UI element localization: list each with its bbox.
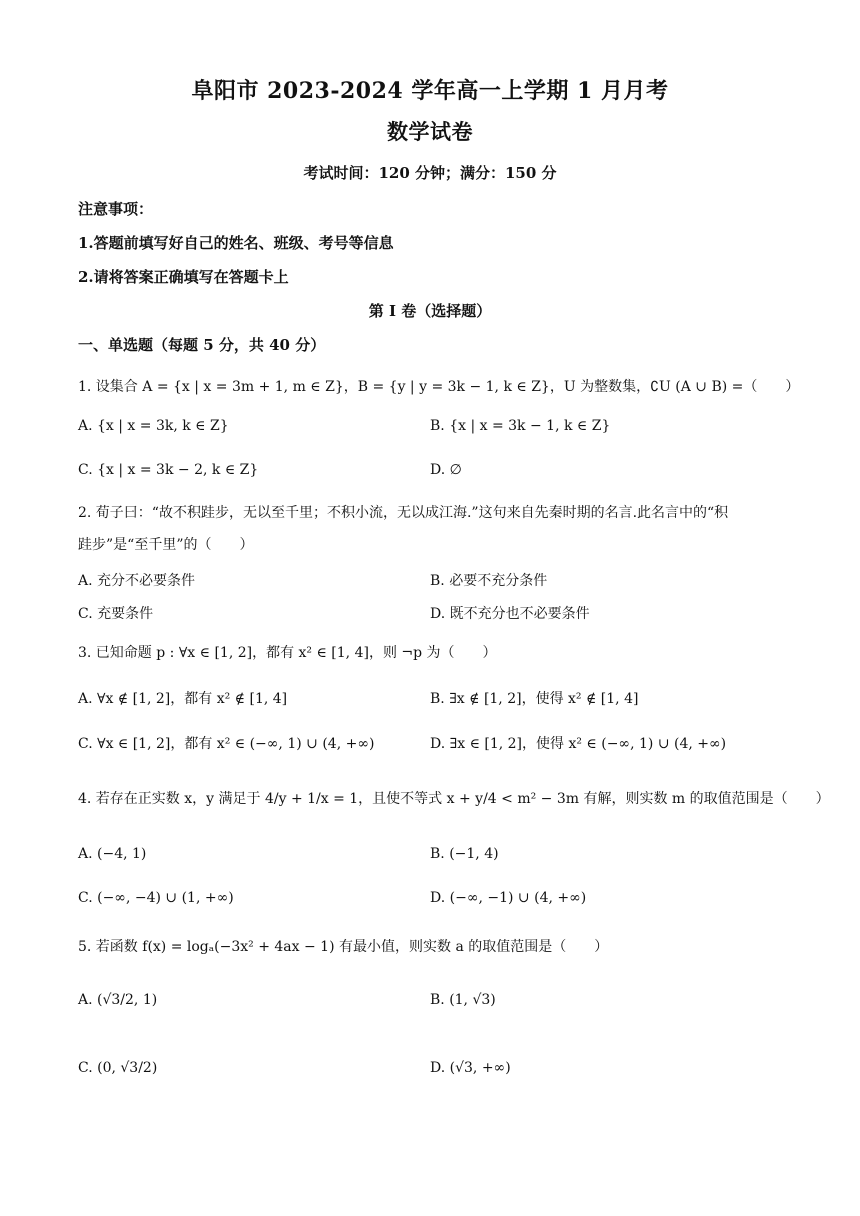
question-3-option-a: A. ∀x ∉ [1, 2]，都有 x² ∉ [1, 4] [78, 691, 288, 707]
part-title: 第 I 卷（选择题） [368, 302, 492, 320]
question-4-stem: 4. 若存在正实数 x，y 满足于 4/y + 1/x = 1，且使不等式 x + y/4 < m² − 3m 有解，则实数 m 的取值范围是（ ） [78, 791, 830, 807]
question-4-option-c: C. (−∞, −4) ∪ (1, +∞) [78, 890, 234, 906]
question-2-option-a: A. 充分不必要条件 [78, 573, 196, 589]
question-1-option-b: B. {x | x = 3k − 1, k ∈ Z} [430, 418, 611, 434]
question-3-option-b: B. ∃x ∉ [1, 2]，使得 x² ∉ [1, 4] [430, 691, 639, 707]
question-1-option-a: A. {x | x = 3k, k ∈ Z} [78, 418, 229, 434]
question-1-option-c: C. {x | x = 3k − 2, k ∈ Z} [78, 462, 259, 478]
question-2-option-c: C. 充要条件 [78, 606, 154, 622]
question-5-option-b: B. (1, √3) [430, 992, 496, 1008]
question-4-option-d: D. (−∞, −1) ∪ (4, +∞) [430, 890, 587, 906]
notice-item-2: 2.请将答案正确填写在答题卡上 [78, 268, 289, 286]
exam-title: 阜阳市 2023-2024 学年高一上学期 1 月月考 [191, 78, 669, 104]
question-3-option-c: C. ∀x ∈ [1, 2]，都有 x² ∈ (−∞, 1) ∪ (4, +∞) [78, 736, 375, 752]
notice-heading: 注意事项： [78, 200, 154, 218]
question-1-option-d: D. ∅ [430, 462, 462, 478]
exam-info: 考试时间：120 分钟；满分：150 分 [303, 164, 557, 182]
question-1-stem: 1. 设集合 A = {x | x = 3m + 1, m ∈ Z}，B = {y | y = 3k − 1, k ∈ Z}，U 为整数集，∁U (A ∪ B) =（ ） [78, 379, 800, 395]
question-2-stem-line-2: 跬步”是“至千里”的（ ） [78, 537, 254, 553]
question-5-option-d: D. (√3, +∞) [430, 1060, 511, 1076]
question-2-stem-line-1: 2. 荀子曰：“故不积跬步，无以至千里；不积小流，无以成江海.”这句来自先秦时期的名言.此名言中的“积 [78, 505, 729, 521]
section-title: 一、单选题（每题 5 分，共 40 分） [78, 336, 326, 354]
question-5-option-c: C. (0, √3/2) [78, 1060, 158, 1076]
question-5-stem: 5. 若函数 f(x) = logₐ(−3x² + 4ax − 1) 有最小值，则实数 a 的取值范围是（ ） [78, 939, 609, 955]
exam-subtitle: 数学试卷 [387, 119, 473, 144]
question-4-option-a: A. (−4, 1) [78, 846, 147, 862]
question-5-option-a: A. (√3/2, 1) [78, 992, 158, 1008]
question-3-stem: 3. 已知命题 p : ∀x ∈ [1, 2]，都有 x² ∈ [1, 4]，则 ¬p 为（ ） [78, 645, 497, 661]
question-4-option-b: B. (−1, 4) [430, 846, 499, 862]
question-2-option-b: B. 必要不充分条件 [430, 573, 548, 589]
notice-item-1: 1.答题前填写好自己的姓名、班级、考号等信息 [78, 234, 394, 252]
question-3-option-d: D. ∃x ∈ [1, 2]，使得 x² ∈ (−∞, 1) ∪ (4, +∞) [430, 736, 727, 752]
question-2-option-d: D. 既不充分也不必要条件 [430, 606, 590, 622]
